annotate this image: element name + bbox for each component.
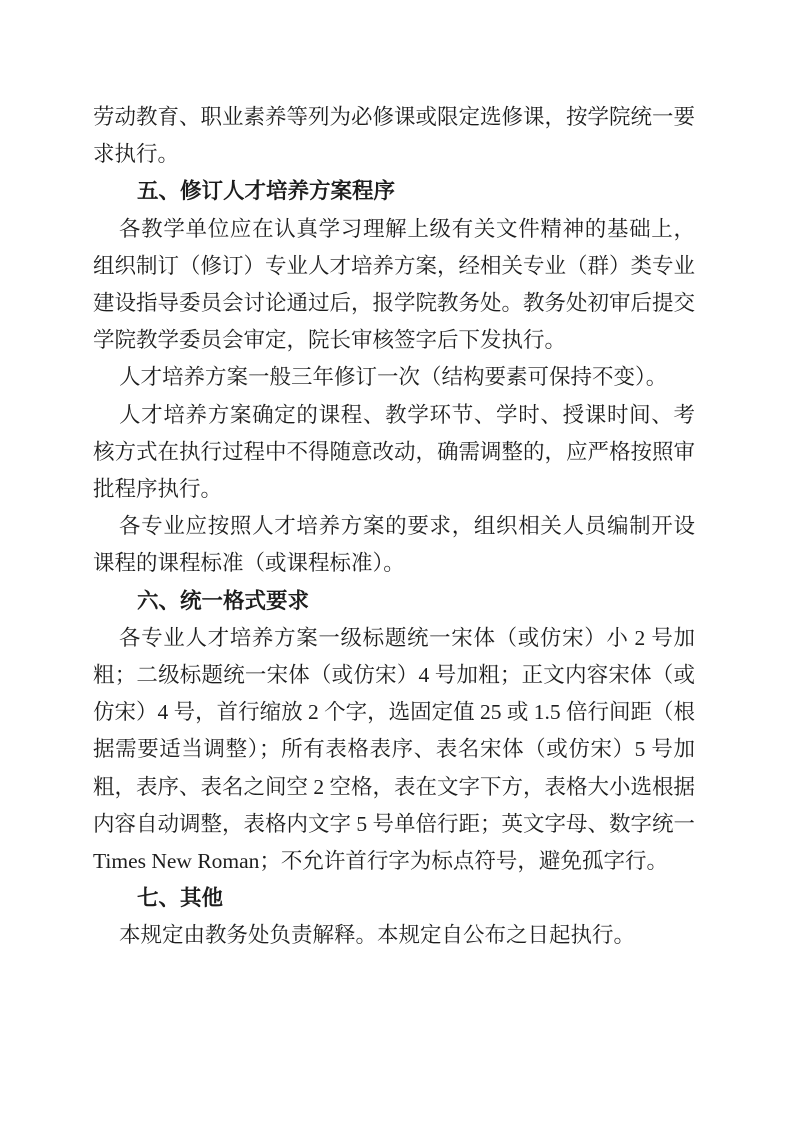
- document-content: [93, 99, 695, 955]
- section-heading: 六、统一格式要求: [137, 588, 310, 613]
- body-paragraph: 劳动教育、职业素养等列为必修课或限定选修课，按学院统一要求执行。: [93, 105, 696, 167]
- body-paragraph: 本规定由教务处负责解释。本规定自公布之日起执行。: [119, 923, 636, 948]
- section-heading: 七、其他: [137, 886, 224, 911]
- section-heading: 五、修订人才培养方案程序: [137, 179, 396, 204]
- body-paragraph: 人才培养方案一般三年修订一次（结构要素可保持不变）。: [119, 365, 668, 390]
- body-paragraph: 各专业应按照人才培养方案的要求，组织相关人员编制开设课程的课程标准（或课程标准）。: [93, 514, 695, 576]
- body-paragraph: 各教学单位应在认真学习理解上级有关文件精神的基础上，组织制订（修订）专业人才培养方案，经相关专业（群）类专业建设指导委员会讨论通过后，报学院教务处。教务处初审后提交学院教学委员会审定，院长审核签字后下发执行。: [93, 216, 696, 353]
- body-paragraph: 各专业人才培养方案一级标题统一宋体（或仿宋）小 2 号加粗；二级标题统一宋体（或仿宋）4 号加粗；正文内容宋体（或仿宋）4 号，首行缩放 2 个字，选固定值 25 或 1.5 倍行间距（根据需要适当调整）；所有表格表序、表名宋体（或仿宋）5 号加粗，表序、表名之间空 2 空格，表在文字下方，表格大小选根据内容自动调整，表格内文字 5 号单倍行距；英文字母、数字统一 Times New Roman；不允许首行字为标点符号，避免孤字行。: [93, 625, 696, 874]
- body-paragraph: 人才培养方案确定的课程、教学环节、学时、授课时间、考核方式在执行过程中不得随意改动，确需调整的，应严格按照审批程序执行。: [93, 402, 696, 502]
